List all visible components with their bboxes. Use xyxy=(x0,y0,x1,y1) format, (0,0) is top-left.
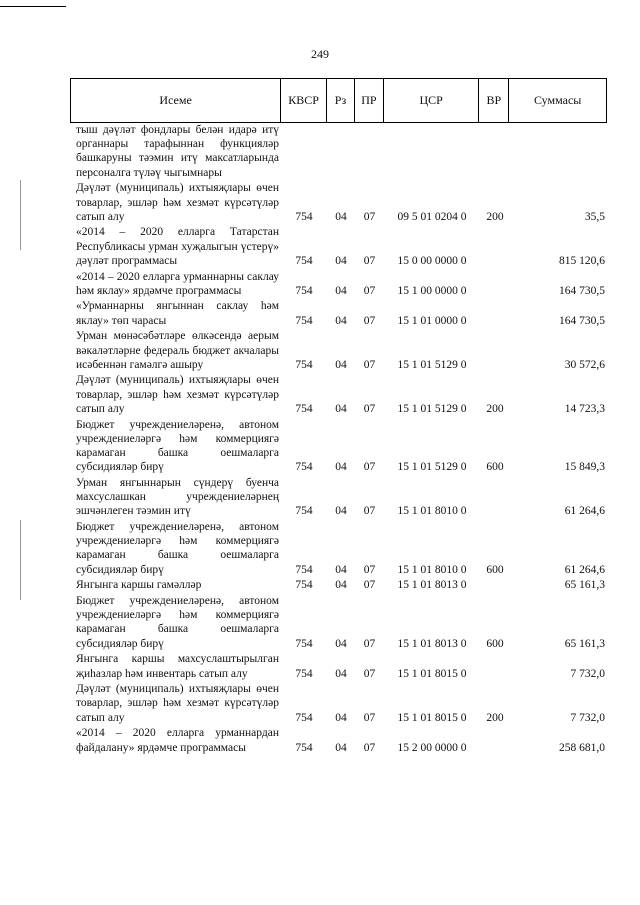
cell-kvsr: 754 xyxy=(295,314,313,327)
cell-rz: 04 xyxy=(335,741,347,754)
cell-sum: 61 264,6 xyxy=(564,563,605,576)
page-number: 249 xyxy=(311,47,329,61)
cell-sum: 65 161,3 xyxy=(564,637,605,650)
cell-pr: 07 xyxy=(363,358,376,371)
cell-csr: 15 1 01 8013 0 xyxy=(397,579,467,592)
cell-name: Бюджет учреждениеләренә, автоном учреждениеләргә һәм коммерциягә карамаган башка оешмаларга субсидияләр бирү xyxy=(76,595,279,650)
cell-csr: 15 1 01 5129 0 xyxy=(397,358,467,371)
cell-sum: 35,5 xyxy=(584,210,605,223)
cell-name: «Урманнарны янгыннан саклау һәм яклау» төп чарасы xyxy=(76,300,279,327)
table-row xyxy=(70,578,607,592)
cell-kvsr: 754 xyxy=(295,563,313,576)
table-row xyxy=(70,520,607,577)
cell-name: Дәүләт (муниципаль) ихтыяҗлары өчен товарлар, эшләр һәм хезмәт күрсәтүләр сатып алу xyxy=(76,374,279,415)
cell-csr: 15 2 00 0000 0 xyxy=(397,741,467,754)
cell-name: Урман мөнәсәбәтләре өлкәсендә аерым вәкаләтләрне федераль бюджет акчалары исәбеннән гамәлгә ашыру xyxy=(76,330,279,371)
cell-sum: 815 120,6 xyxy=(559,254,605,267)
header-pr: ПР xyxy=(355,79,384,122)
cell-pr: 07 xyxy=(363,563,376,576)
cell-name: Дәүләт (муниципаль) ихтыяҗлары өчен товарлар, эшләр һәм хезмәт күрсәтүләр сатып алу xyxy=(76,182,279,223)
cell-name: «2014 – 2020 елларга урманнарны саклау һәм яклау» ярдәмче программасы xyxy=(76,270,279,297)
cell-rz: 04 xyxy=(335,505,347,518)
cell-rz: 04 xyxy=(335,461,347,474)
table-row xyxy=(70,123,607,180)
cell-pr: 07 xyxy=(363,254,376,267)
cell-sum: 61 264,6 xyxy=(564,505,605,518)
table-body xyxy=(70,123,607,756)
table-row xyxy=(70,181,607,224)
cell-name: Урман янгыннарын сүндерү буенча махсуслашкан учреждениеләрнең эшчәнлеген тәэмин итү xyxy=(76,476,279,518)
cell-kvsr: 754 xyxy=(295,358,313,371)
cell-kvsr: 754 xyxy=(295,284,313,297)
cell-name: Бюджет учреждениеләренә, автоном учреждениеләргә һәм коммерциягә карамаган башка оешмаларга субсидияләр бирү xyxy=(76,520,279,576)
margin-mark xyxy=(20,520,21,600)
cell-csr: 15 1 01 8010 0 xyxy=(397,505,467,518)
margin-mark xyxy=(20,180,21,250)
cell-vr: 200 xyxy=(486,402,504,415)
cell-sum: 65 161,3 xyxy=(564,579,605,592)
header-csr: ЦСР xyxy=(384,79,480,122)
cell-pr: 07 xyxy=(363,667,376,680)
cell-sum: 7 732,0 xyxy=(570,667,605,680)
cell-name: Янгынга каршы махсуслаштырылган җиһазлар һәм инвентарь сатып алу xyxy=(76,653,279,680)
table-header xyxy=(70,78,607,123)
cell-csr: 15 1 01 5129 0 xyxy=(397,402,467,415)
cell-name: тыш дәүләт фондлары белән идарә итү органнары тарафыннан функцияләр башкаруны тәэмин итү максатларында персоналга түләү чыгымнары xyxy=(76,124,279,179)
cell-rz: 04 xyxy=(335,711,347,724)
cell-pr: 07 xyxy=(363,210,376,223)
cell-kvsr: 754 xyxy=(295,505,313,518)
table-row xyxy=(70,270,607,298)
cell-sum: 164 730,5 xyxy=(559,284,605,297)
cell-rz: 04 xyxy=(335,284,347,297)
table-row xyxy=(70,652,607,680)
cell-kvsr: 754 xyxy=(295,402,313,415)
cell-sum: 164 730,5 xyxy=(559,314,605,327)
table-row xyxy=(70,329,607,372)
header-kvsr: КВСР xyxy=(281,79,327,122)
cell-pr: 07 xyxy=(363,402,376,415)
table-row xyxy=(70,726,607,754)
cell-vr: 600 xyxy=(486,637,504,650)
cell-kvsr: 754 xyxy=(295,637,313,650)
cell-sum: 7 732,0 xyxy=(570,711,605,724)
cell-pr: 07 xyxy=(363,284,376,297)
cell-rz: 04 xyxy=(335,402,347,415)
cell-pr: 07 xyxy=(363,637,376,650)
table-row xyxy=(70,476,607,519)
cell-sum: 258 681,0 xyxy=(559,741,605,754)
cell-rz: 04 xyxy=(335,563,347,576)
header-name: Исеме xyxy=(71,79,281,122)
cell-csr: 15 1 01 8015 0 xyxy=(397,667,467,680)
cell-csr: 15 1 01 0000 0 xyxy=(397,314,467,327)
cell-name: «2014 – 2020 елларга урманнардан файдалану» ярдәмче программасы xyxy=(76,727,279,754)
cell-sum: 15 849,3 xyxy=(564,461,605,474)
table-row xyxy=(70,299,607,327)
cell-csr: 15 1 00 0000 0 xyxy=(397,284,467,297)
cell-kvsr: 754 xyxy=(295,741,313,754)
cell-name: «2014 – 2020 елларга Татарстан Республикасы урман хуҗалыгын үстерү» дәүләт программасы xyxy=(76,226,279,267)
cell-kvsr: 754 xyxy=(295,667,313,680)
cell-rz: 04 xyxy=(335,637,347,650)
cell-rz: 04 xyxy=(335,314,347,327)
table-row xyxy=(70,594,607,651)
table-row xyxy=(70,373,607,416)
cell-csr: 15 0 00 0000 0 xyxy=(397,254,467,267)
cell-vr: 600 xyxy=(486,563,504,576)
cell-rz: 04 xyxy=(335,254,347,267)
cell-vr: 200 xyxy=(486,210,504,223)
cell-vr: 200 xyxy=(486,711,504,724)
cell-kvsr: 754 xyxy=(295,711,313,724)
cell-name: Бюджет учреждениеләренә, автоном учреждениеләргә һәм коммерциягә карамаган башка оешмаларга субсидияләр бирү xyxy=(76,418,279,474)
header-sum: Суммасы xyxy=(533,93,582,107)
cell-pr: 07 xyxy=(363,741,376,754)
header-rz: Рз xyxy=(327,79,355,122)
cell-rz: 04 xyxy=(335,579,347,592)
cell-pr: 07 xyxy=(363,505,376,518)
cell-csr: 15 1 01 8013 0 xyxy=(397,637,467,650)
cell-csr: 15 1 01 8010 0 xyxy=(397,563,467,576)
cell-rz: 04 xyxy=(335,358,347,371)
cell-vr: 600 xyxy=(486,461,504,474)
table-row xyxy=(70,682,607,725)
cell-kvsr: 754 xyxy=(295,579,313,592)
cell-csr: 09 5 01 0204 0 xyxy=(397,210,467,223)
cell-csr: 15 1 01 5129 0 xyxy=(397,461,467,474)
cell-sum: 30 572,6 xyxy=(564,358,605,371)
cell-kvsr: 754 xyxy=(295,254,313,267)
cell-pr: 07 xyxy=(363,711,376,724)
cell-kvsr: 754 xyxy=(295,210,313,223)
cell-csr: 15 1 01 8015 0 xyxy=(397,711,467,724)
cell-name: Янгынга каршы гамәлләр xyxy=(76,579,202,592)
cell-name: Дәүләт (муниципаль) ихтыяҗлары өчен товарлар, эшләр һәм хезмәт күрсәтүләр сатып алу xyxy=(76,683,279,724)
cell-pr: 07 xyxy=(363,579,376,592)
cell-sum: 14 723,3 xyxy=(564,402,605,415)
cell-kvsr: 754 xyxy=(295,461,313,474)
table-row xyxy=(70,418,607,475)
cell-pr: 07 xyxy=(363,314,376,327)
table-row xyxy=(70,225,607,268)
top-rule xyxy=(0,6,66,7)
cell-rz: 04 xyxy=(335,210,347,223)
cell-pr: 07 xyxy=(363,461,376,474)
header-vr: ВР xyxy=(479,79,509,122)
cell-rz: 04 xyxy=(335,667,347,680)
